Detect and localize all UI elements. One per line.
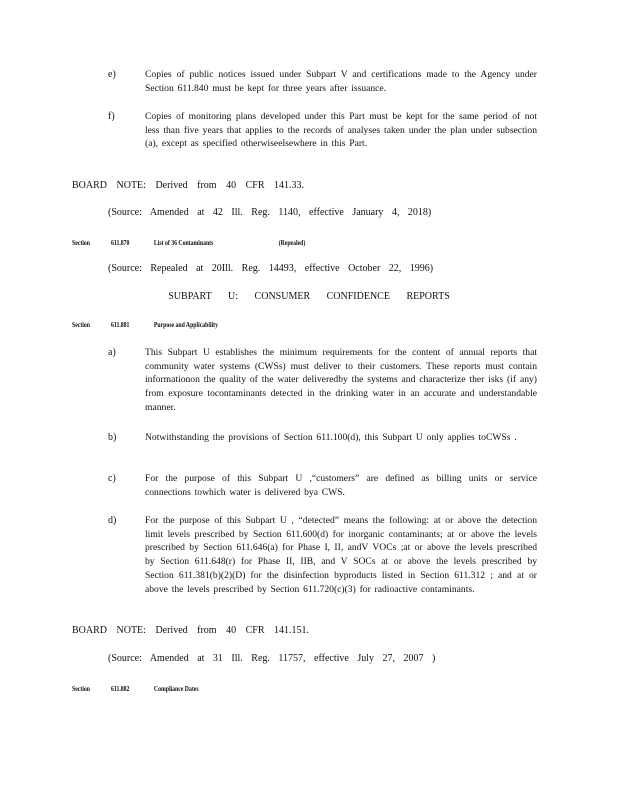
item-text: This Subpart U establishes the minimum requirements for the content of annual reports that community water systems (CWSs) must deliver to their customers. These reports must contain informationon the quality of the water deliveredby the systems and characterize ther isks (if any) from exposure tocontaminants detected in the drinking water in an accurate and understandable manner. [145, 347, 537, 413]
section-number: 611.870 [111, 238, 130, 247]
section-heading-611-870 [72, 238, 305, 247]
source-note: (Source: Amended at 42 Ill. Reg. 1140, effective January 4, 2018) [108, 207, 432, 218]
item-label: f) [108, 111, 115, 122]
section-number: 611.882 [111, 684, 130, 693]
item-text: Copies of monitoring plans developed under this Part must be kept for the same period of not less than five years that applies to the records of analyses taken under the plan under subsection (a), except as specified otherwiseelsewhere in this Part. [145, 111, 537, 150]
source-note: (Source: Amended at 31 Ill. Reg. 11757, effective July 27, 2007 ) [108, 653, 436, 664]
item-label: c) [108, 473, 116, 484]
item-text: Notwithstanding the provisions of Section 611.100(d), this Subpart U only applies toCWSs . [145, 432, 517, 443]
item-text: Copies of public notices issued under Subpart V and certifications made to the Agency under Section 611.840 must be kept for three years after issuance. [145, 69, 537, 94]
board-note: BOARD NOTE: Derived from 40 CFR 141.151. [72, 625, 309, 636]
board-note: BOARD NOTE: Derived from 40 CFR 141.33. [72, 180, 304, 191]
section-word: Section [72, 684, 90, 693]
item-label: d) [108, 515, 117, 526]
section-status: (Repealed) [278, 238, 306, 247]
section-title: List of 36 Contaminants [153, 238, 214, 247]
item-text: For the purpose of this Subpart U , “detected” means the following: at or above the detection limit levels prescribed by Section 611.600(d) for inorganic contaminants; at or above the levels prescribed by Section 611.646(a) for Phase I, II, andV VOCs ;at or above the levels prescribed by Section 611.648(r) for Phase II, IIB, and V SOCs at or above the levels prescribed by Section 611.381(b)(2)(D) for the disinfection byproducts listed in Section 611.312 ; and at or above the levels prescribed by Section 611.720(c)(3) for radioactive contaminants. [145, 515, 537, 595]
source-note: (Source: Repealed at 20Ill. Reg. 14493, effective October 22, 1996) [108, 263, 434, 274]
section-title: Purpose and Applicability [153, 320, 218, 329]
section-word: Section [72, 320, 90, 329]
item-label: a) [108, 347, 116, 358]
item-label: b) [108, 432, 117, 443]
section-title: Compliance Dates [153, 684, 199, 693]
section-heading-611-882 [72, 684, 199, 693]
section-number: 611.881 [111, 320, 130, 329]
item-text: For the purpose of this Subpart U ,“customers” are defined as billing units or service connections towhich water is delivered bya CWS. [145, 473, 537, 498]
subpart-heading: SUBPART U: CONSUMER CONFIDENCE REPORTS [168, 291, 450, 302]
section-word: Section [72, 238, 90, 247]
item-label: e) [108, 69, 116, 80]
section-heading-611-881 [72, 320, 218, 329]
